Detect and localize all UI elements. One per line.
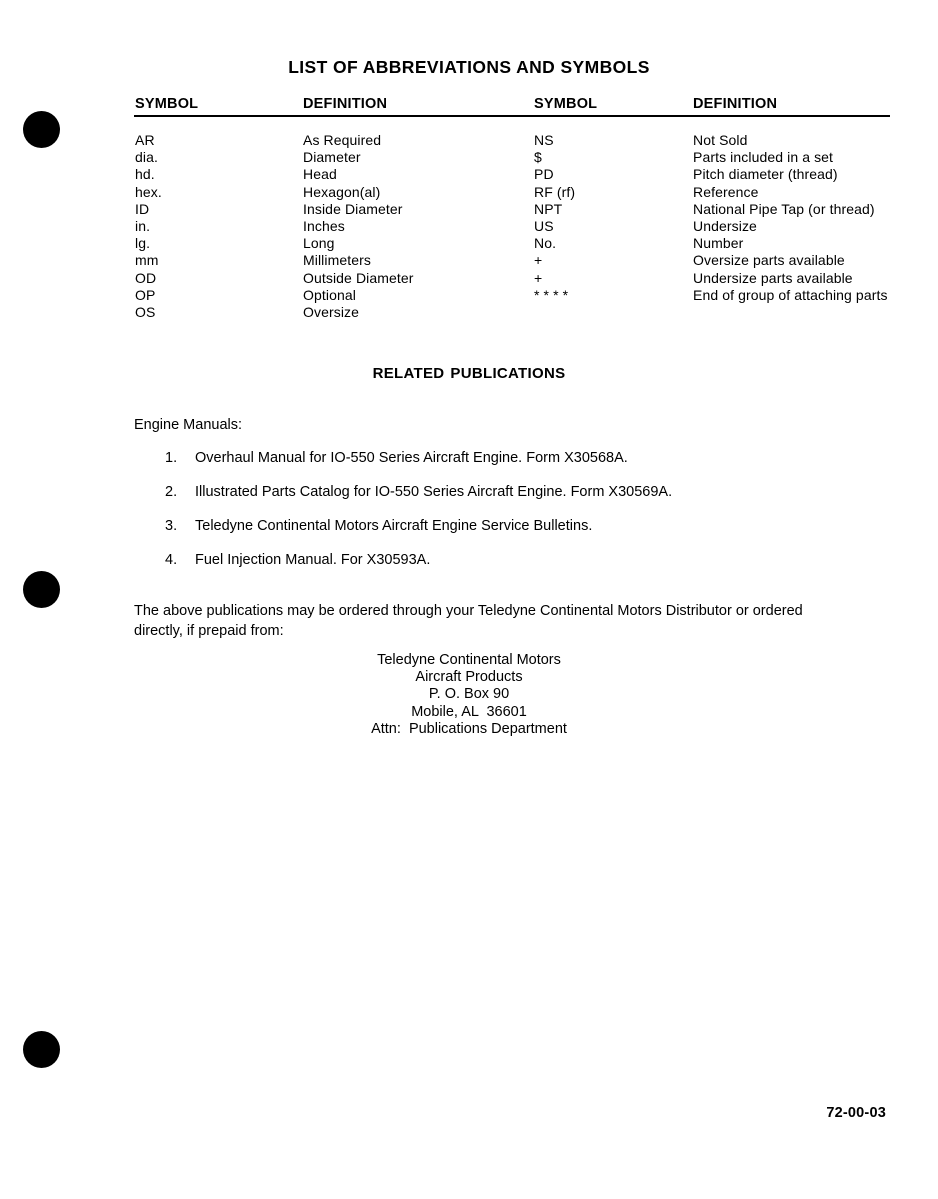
list-item-text: Overhaul Manual for IO-550 Series Aircraft Engine. Form X30568A. (195, 450, 628, 466)
cell-definition-right: Oversize parts available (693, 252, 845, 269)
cell-definition-right: National Pipe Tap (or thread) (693, 200, 875, 217)
address-line: Attn: Publications Department (371, 720, 567, 737)
cell-definition-left: Millimeters (303, 252, 371, 269)
cell-definition-right: Parts included in a set (693, 149, 834, 166)
cell-definition-right: Not Sold (693, 132, 748, 148)
cell-symbol-right: * * * * (534, 286, 569, 303)
address-line: P. O. Box 90 (428, 686, 510, 703)
address-line: Mobile, AL 36601 (411, 703, 527, 720)
column-header-definition-right: DEFINITION (693, 96, 778, 112)
punch-hole-icon (23, 1031, 60, 1068)
cell-definition-right: Undersize (693, 217, 757, 234)
column-header-symbol-left: SYMBOL (135, 96, 199, 112)
list-item-text: Teledyne Continental Motors Aircraft Engine Service Bulletins. (195, 518, 593, 534)
table-header-rule (134, 115, 890, 117)
column-header-definition-left: DEFINITION (303, 96, 388, 112)
ordering-paragraph (134, 601, 890, 641)
cell-symbol-left: in. (135, 217, 151, 234)
cell-symbol-left: OS (135, 303, 156, 320)
page-title: LIST OF ABBREVIATIONS AND SYMBOLS (288, 57, 650, 77)
table-row (134, 166, 890, 183)
table-header-row (134, 96, 890, 118)
cell-definition-right: Reference (693, 183, 759, 200)
cell-definition-right: End of group of attaching parts (693, 286, 888, 303)
cell-symbol-left: lg. (135, 235, 151, 252)
table-row (134, 184, 890, 201)
punch-hole-icon (23, 571, 60, 608)
cell-symbol-right: No. (534, 235, 557, 252)
table-row (134, 252, 890, 269)
table-body (134, 132, 890, 321)
ordering-paragraph-line-1: The above publications may be ordered through your Teledyne Continental Motors Distributor or ordered (134, 603, 803, 619)
table-row (134, 270, 890, 287)
cell-definition-left: Diameter (303, 149, 361, 166)
section-title-word-publications: PUBLICATIONS (450, 365, 566, 382)
table-row (134, 287, 890, 304)
table-row (134, 201, 890, 218)
cell-symbol-left: dia. (135, 149, 158, 166)
cell-symbol-right: RF (rf) (534, 183, 576, 200)
cell-symbol-left: OD (135, 269, 157, 286)
cell-symbol-left: mm (135, 252, 159, 269)
punch-hole-icon (23, 111, 60, 148)
cell-symbol-left: hd. (135, 166, 155, 183)
address-line: Aircraft Products (415, 669, 523, 686)
address-line: Teledyne Continental Motors (377, 652, 561, 668)
cell-definition-left: Inside Diameter (303, 200, 403, 217)
cell-definition-left: Hexagon(al) (303, 183, 381, 200)
cell-symbol-right: + (534, 269, 543, 286)
cell-definition-left: As Required (303, 132, 382, 148)
cell-symbol-right: NPT (534, 200, 563, 217)
cell-definition-right: Pitch diameter (thread) (693, 166, 838, 183)
mailing-address (0, 652, 938, 738)
column-header-symbol-right: SYMBOL (534, 96, 598, 112)
subheading-engine-manuals: Engine Manuals: (134, 417, 243, 433)
cell-symbol-left: ID (135, 200, 150, 217)
cell-symbol-left: OP (135, 286, 156, 303)
cell-symbol-left: hex. (135, 183, 162, 200)
table-row (134, 235, 890, 252)
list-item-text: Fuel Injection Manual. For X30593A. (195, 552, 431, 568)
page-number: 72-00-03 (826, 1105, 886, 1121)
cell-symbol-right: US (534, 217, 554, 234)
cell-definition-left: Inches (303, 217, 345, 234)
list-item-text: Illustrated Parts Catalog for IO-550 Series Aircraft Engine. Form X30569A. (195, 484, 673, 500)
table-row (134, 149, 890, 166)
cell-definition-right: Number (693, 235, 744, 252)
list-item-number: 1. (165, 450, 178, 466)
list-item-number: 2. (165, 484, 178, 500)
publications-list (134, 450, 894, 586)
table-row (134, 132, 890, 149)
cell-definition-right: Undersize parts available (693, 269, 853, 286)
cell-definition-left: Optional (303, 286, 356, 303)
table-row (134, 218, 890, 235)
list-item (134, 484, 894, 518)
ordering-paragraph-line-2: directly, if prepaid from: (134, 623, 284, 639)
section-title-word-related: RELATED (372, 365, 445, 382)
cell-definition-left: Outside Diameter (303, 269, 414, 286)
list-item (134, 552, 894, 586)
list-item (134, 450, 894, 484)
cell-definition-left: Long (303, 235, 335, 252)
table-row (134, 304, 890, 321)
cell-symbol-right: NS (534, 132, 554, 148)
cell-symbol-right: + (534, 252, 543, 269)
cell-definition-left: Head (303, 166, 337, 183)
list-item (134, 518, 894, 552)
cell-symbol-left: AR (135, 132, 155, 148)
cell-definition-left: Oversize (303, 303, 360, 320)
list-item-number: 3. (165, 518, 178, 534)
cell-symbol-right: $ (534, 149, 542, 166)
cell-symbol-right: PD (534, 166, 554, 183)
section-title-related-publications (0, 365, 938, 382)
list-item-number: 4. (165, 552, 178, 568)
abbreviations-table (134, 96, 890, 321)
